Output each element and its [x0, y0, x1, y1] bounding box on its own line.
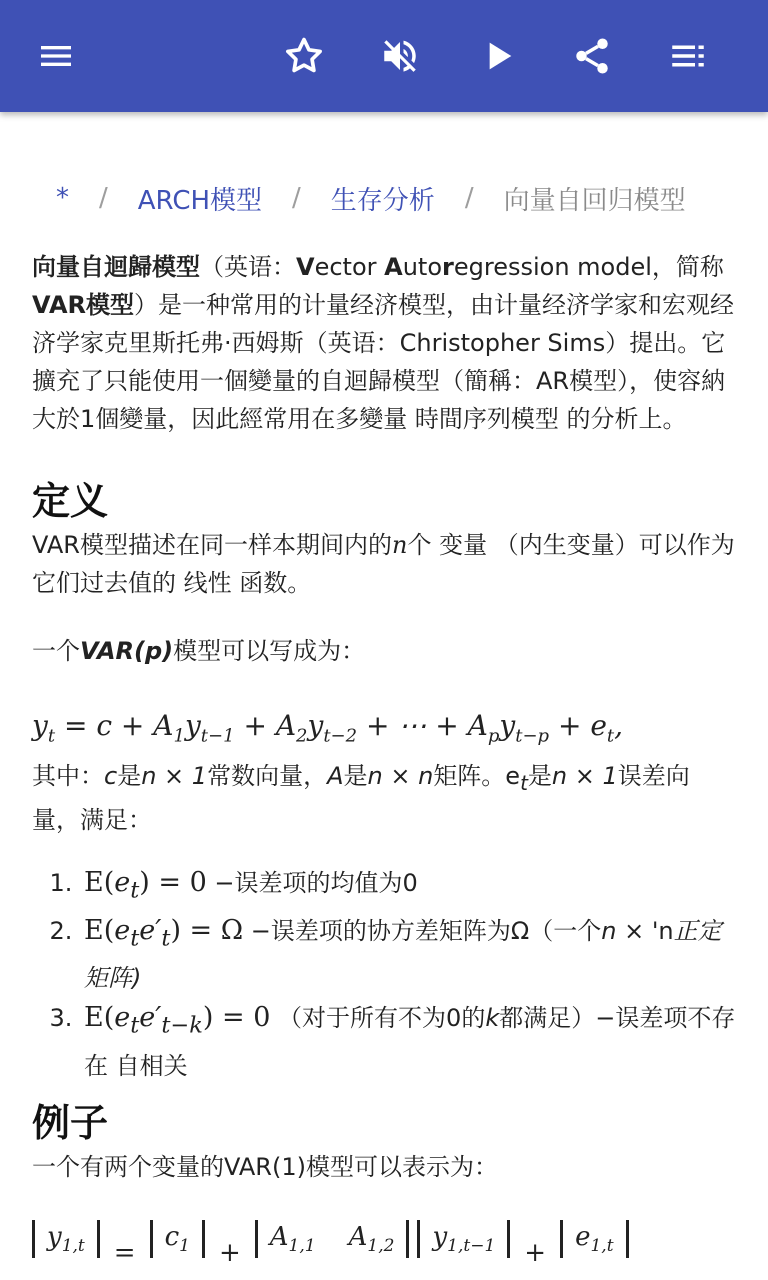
intro-abbr: VAR模型 [32, 291, 134, 319]
definition-text: 一个 [32, 637, 80, 665]
play-icon [478, 36, 518, 76]
app-toolbar [0, 0, 768, 112]
matrix-e: $e_{1,t}$ [560, 1220, 628, 1258]
intro-text: （英语： [200, 253, 296, 281]
mute-button[interactable] [372, 28, 428, 84]
where-text: × [382, 761, 419, 790]
math-n: n [391, 531, 408, 559]
intro-text: uto [402, 253, 443, 281]
where-text: 其中： [32, 761, 104, 790]
menu-button[interactable] [28, 28, 84, 84]
matrix-c: $c_1$ [150, 1220, 205, 1258]
condition-text: （对于所有不为0的 [270, 1004, 486, 1033]
matrix-y: $y_{1,t}$ [32, 1220, 100, 1258]
where-text: × [156, 761, 192, 790]
condition-text: 都满足）−误差项不存在 自相关 [84, 1004, 736, 1080]
math-n: n [418, 761, 434, 790]
breadcrumb-link-arch[interactable]: ARCH模型 [137, 185, 263, 216]
contents-button[interactable] [660, 28, 716, 84]
math-t: t [520, 770, 528, 795]
math-condition-3: $E(e_te'_{t-k}) = 0$ [84, 1002, 271, 1039]
list-icon [667, 35, 709, 77]
list-item [80, 911, 736, 998]
breadcrumb-current: 向量自回归模型 [503, 185, 686, 216]
star-icon [282, 34, 326, 78]
section-heading-example: 例子 [32, 1100, 109, 1145]
intro-text: egression model，简称 [453, 253, 724, 281]
breadcrumb-link-survival[interactable]: 生存分析 [330, 185, 435, 216]
math-n: n [367, 761, 383, 790]
math-c: c [104, 761, 118, 790]
breadcrumb-separator: / [292, 183, 301, 213]
article-title-term: 向量自迴歸模型 [32, 253, 200, 281]
breadcrumb-link-home[interactable]: * [56, 183, 69, 213]
condition-text: −误差项的均值为0 [206, 869, 418, 898]
where-text: 矩阵。e [433, 761, 521, 790]
math-condition-1: $E(e_t) = 0$ [84, 867, 207, 904]
where-text: 是 [527, 761, 552, 790]
where-text: 是 [343, 761, 368, 790]
list-item [80, 998, 736, 1085]
matrix-a: $A_{1,1}$ $A_{1,2}$ [255, 1220, 410, 1258]
section-heading-definition: 定义 [32, 479, 109, 523]
matrix-y-lag: $y_{1,t-1}$ [417, 1220, 510, 1258]
math-k: k [485, 1004, 500, 1033]
intro-a: A [384, 253, 403, 281]
definition-text: 模型可以写成为： [173, 637, 366, 665]
intro-text: ）是一种常用的计量经济模型，由计量经济学家和宏观经济学家克里斯托弗·西姆斯（英语：Christopher Sims）提出。它擴充了只能使用一個變量的自迴歸模型（簡稱：AR模型），使容納大於1個變量，因此經常用在多變量 時間序列模型 的分析上。 [32, 291, 734, 433]
example-paragraph: 一个有两个变量的VAR(1)模型可以表示为： [32, 1152, 498, 1181]
math-a: A [327, 761, 344, 790]
intro-paragraph [32, 248, 736, 438]
condition-text: × 'n [616, 916, 674, 945]
var1-matrix-equation: $y_{1,t}$ = $c_1$ + $A_{1,1}$ $A_{1,2}$ $y_{1,t-1}$ + $e_{1,t}$ [32, 1220, 736, 1268]
var-p-paragraph [32, 632, 736, 670]
math-condition-2: $E(e_te'_t) = \Omega$ [84, 914, 244, 952]
math-one: 1 [191, 761, 208, 790]
definition-text: 个 变量 （内生变量）可以作为它们过去值的 线性 函数。 [32, 531, 735, 597]
math-n: n [141, 761, 157, 790]
math-n: n [551, 761, 568, 790]
menu-icon [36, 36, 76, 76]
definition-text: VAR模型描述在同一样本期间内的 [32, 531, 392, 559]
share-icon [571, 35, 613, 77]
where-paragraph [32, 757, 736, 840]
where-text: 常数向量， [207, 761, 328, 790]
share-button[interactable] [564, 28, 620, 84]
condition-text: 正定矩阵) [84, 916, 722, 993]
conditions-list [32, 863, 736, 1085]
list-item [80, 863, 736, 910]
var-p-term: VAR(p) [80, 637, 174, 665]
breadcrumb-separator: / [99, 183, 108, 213]
where-text: 是 [117, 761, 142, 790]
article-content [32, 112, 736, 1268]
var-equation: $y_t = c + A_1y_{t-1} + A_2y_{t-2}$ + ⋯ + $A_py_{t-p} + e_t$, [32, 709, 624, 747]
play-button[interactable] [470, 28, 526, 84]
definition-paragraph [32, 526, 736, 602]
where-text: × [567, 761, 603, 790]
breadcrumb [32, 178, 736, 218]
math-n: n [601, 916, 617, 945]
math-one: 1 [602, 761, 618, 790]
where-text: 误差向量，满足： [32, 761, 690, 835]
favorite-button[interactable] [276, 28, 332, 84]
intro-v: V [296, 253, 315, 281]
condition-text: −误差项的协方差矩阵为Ω（一个 [243, 916, 602, 945]
intro-text: ector [314, 253, 385, 281]
volume-off-icon [379, 35, 421, 77]
breadcrumb-separator: / [464, 183, 474, 213]
intro-r: r [442, 253, 454, 281]
